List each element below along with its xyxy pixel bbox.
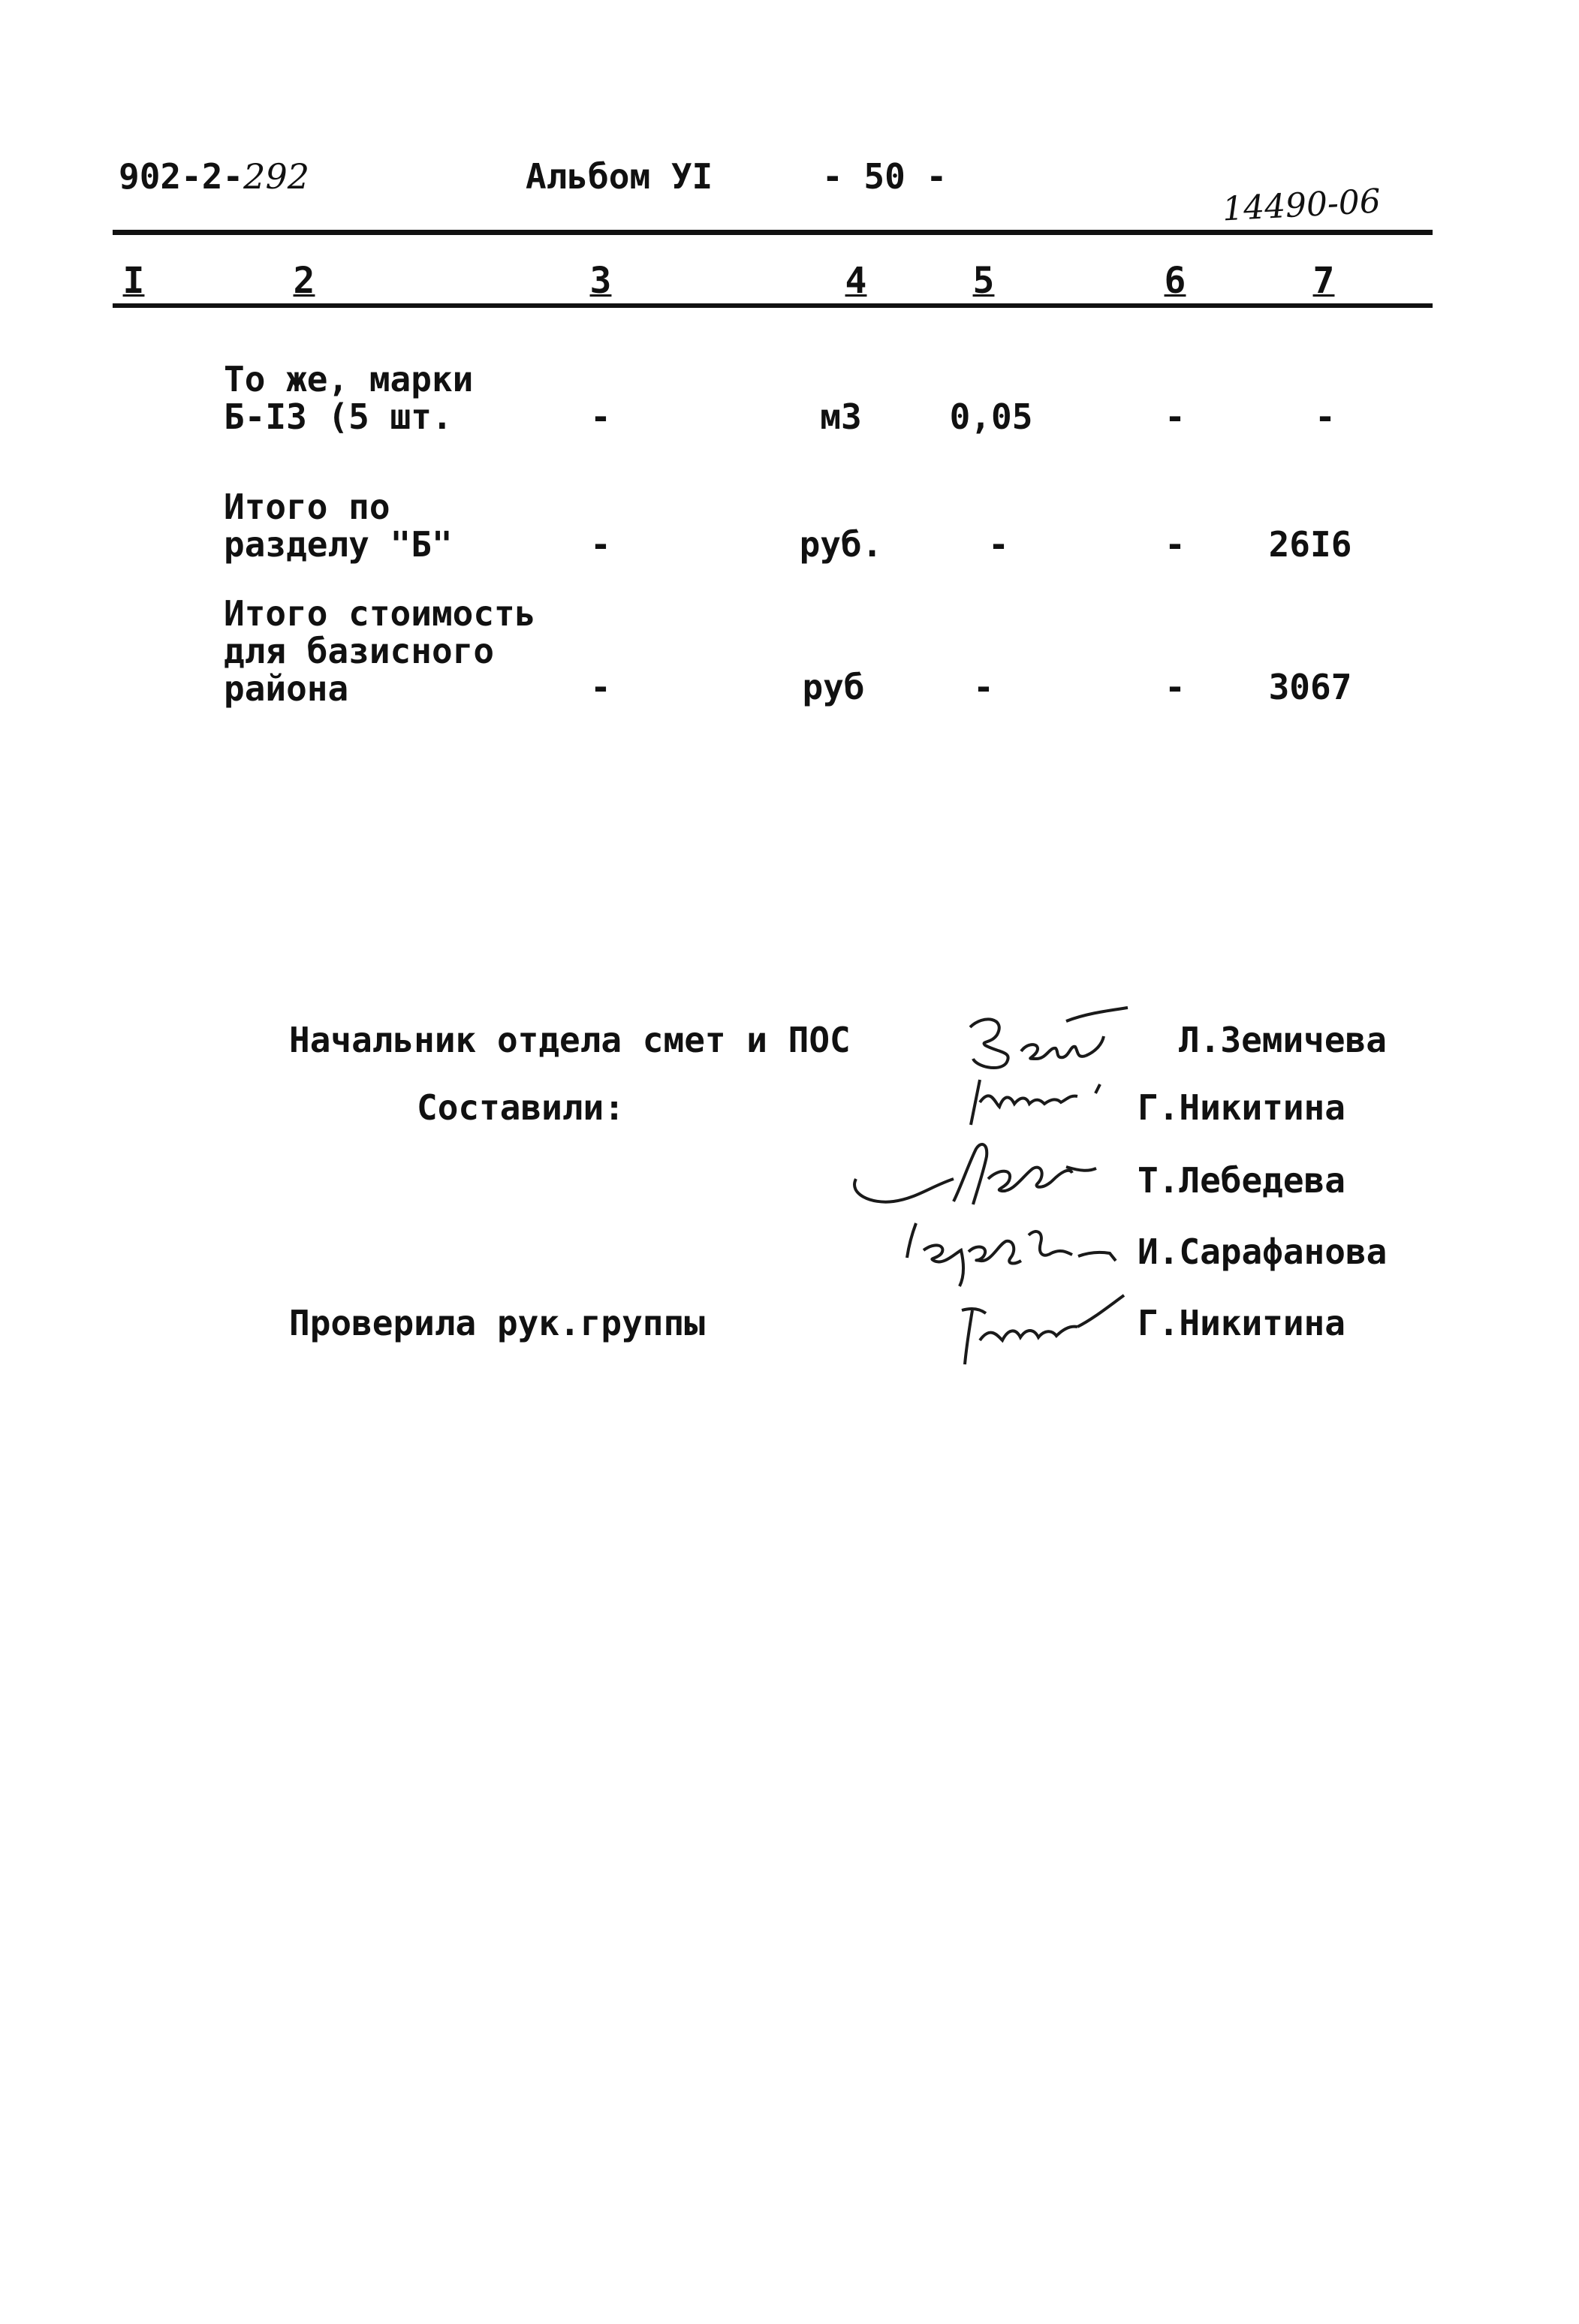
row-2-col6: - <box>1165 524 1186 565</box>
column-number-4: 4 <box>845 260 867 302</box>
row-3-unit: руб <box>802 667 865 707</box>
column-number-3: 3 <box>589 260 612 302</box>
album-label: Альбом УI <box>526 156 713 197</box>
row-3-col3: - <box>590 667 611 707</box>
compiled-label: Составили: <box>417 1087 625 1128</box>
row-1-description: То же, марки Б-I3 (5 шт. <box>224 359 474 437</box>
signature-sarafanova-icon <box>893 1205 1134 1288</box>
page-number: - 50 - <box>822 156 948 197</box>
signature-nikitina-2-icon <box>950 1280 1138 1370</box>
document-code: 902-2-292 <box>119 156 309 197</box>
checked-label: Проверила рук.группы <box>289 1303 705 1343</box>
compiler-name-3: И.Сарафанова <box>1138 1231 1388 1272</box>
row-2-col5: - <box>988 524 1009 565</box>
row-3-col6: - <box>1165 667 1186 707</box>
head-name: Л.Земичева <box>1179 1020 1387 1060</box>
column-header-rule <box>113 303 1433 308</box>
signature-nikitina-1-icon <box>957 1057 1138 1132</box>
row-2-col3: - <box>590 524 611 565</box>
archive-number: 14490-06 <box>1221 182 1382 229</box>
column-number-5: 5 <box>972 260 995 302</box>
row-1-col3: - <box>590 396 611 437</box>
compiler-name-2: Т.Лебедева <box>1138 1160 1345 1201</box>
row-1-col7: - <box>1315 396 1336 437</box>
checked-name: Г.Никитина <box>1138 1303 1345 1343</box>
column-number-2: 2 <box>293 260 315 302</box>
row-1-col6: - <box>1165 396 1186 437</box>
header-rule <box>113 230 1433 235</box>
row-2-col7: 26I6 <box>1268 524 1352 565</box>
row-3-description: Итого стоимость для базисного района <box>224 593 536 709</box>
row-2-unit: руб. <box>799 524 883 565</box>
column-number-1: I <box>122 260 145 302</box>
column-number-7: 7 <box>1312 260 1335 302</box>
row-3-col5: - <box>973 667 994 707</box>
row-1-col5: 0,05 <box>949 396 1033 437</box>
row-1-unit: м3 <box>820 396 862 437</box>
row-3-col7: 3067 <box>1268 667 1352 707</box>
column-number-6: 6 <box>1164 260 1186 302</box>
compiler-name-1: Г.Никитина <box>1138 1087 1345 1128</box>
row-2-description: Итого по разделу "Б" <box>224 487 453 565</box>
head-title: Начальник отдела смет и ПОС <box>289 1020 851 1060</box>
document-code-handwritten: 292 <box>243 156 309 197</box>
signature-lebedeva-icon <box>841 1126 1141 1216</box>
